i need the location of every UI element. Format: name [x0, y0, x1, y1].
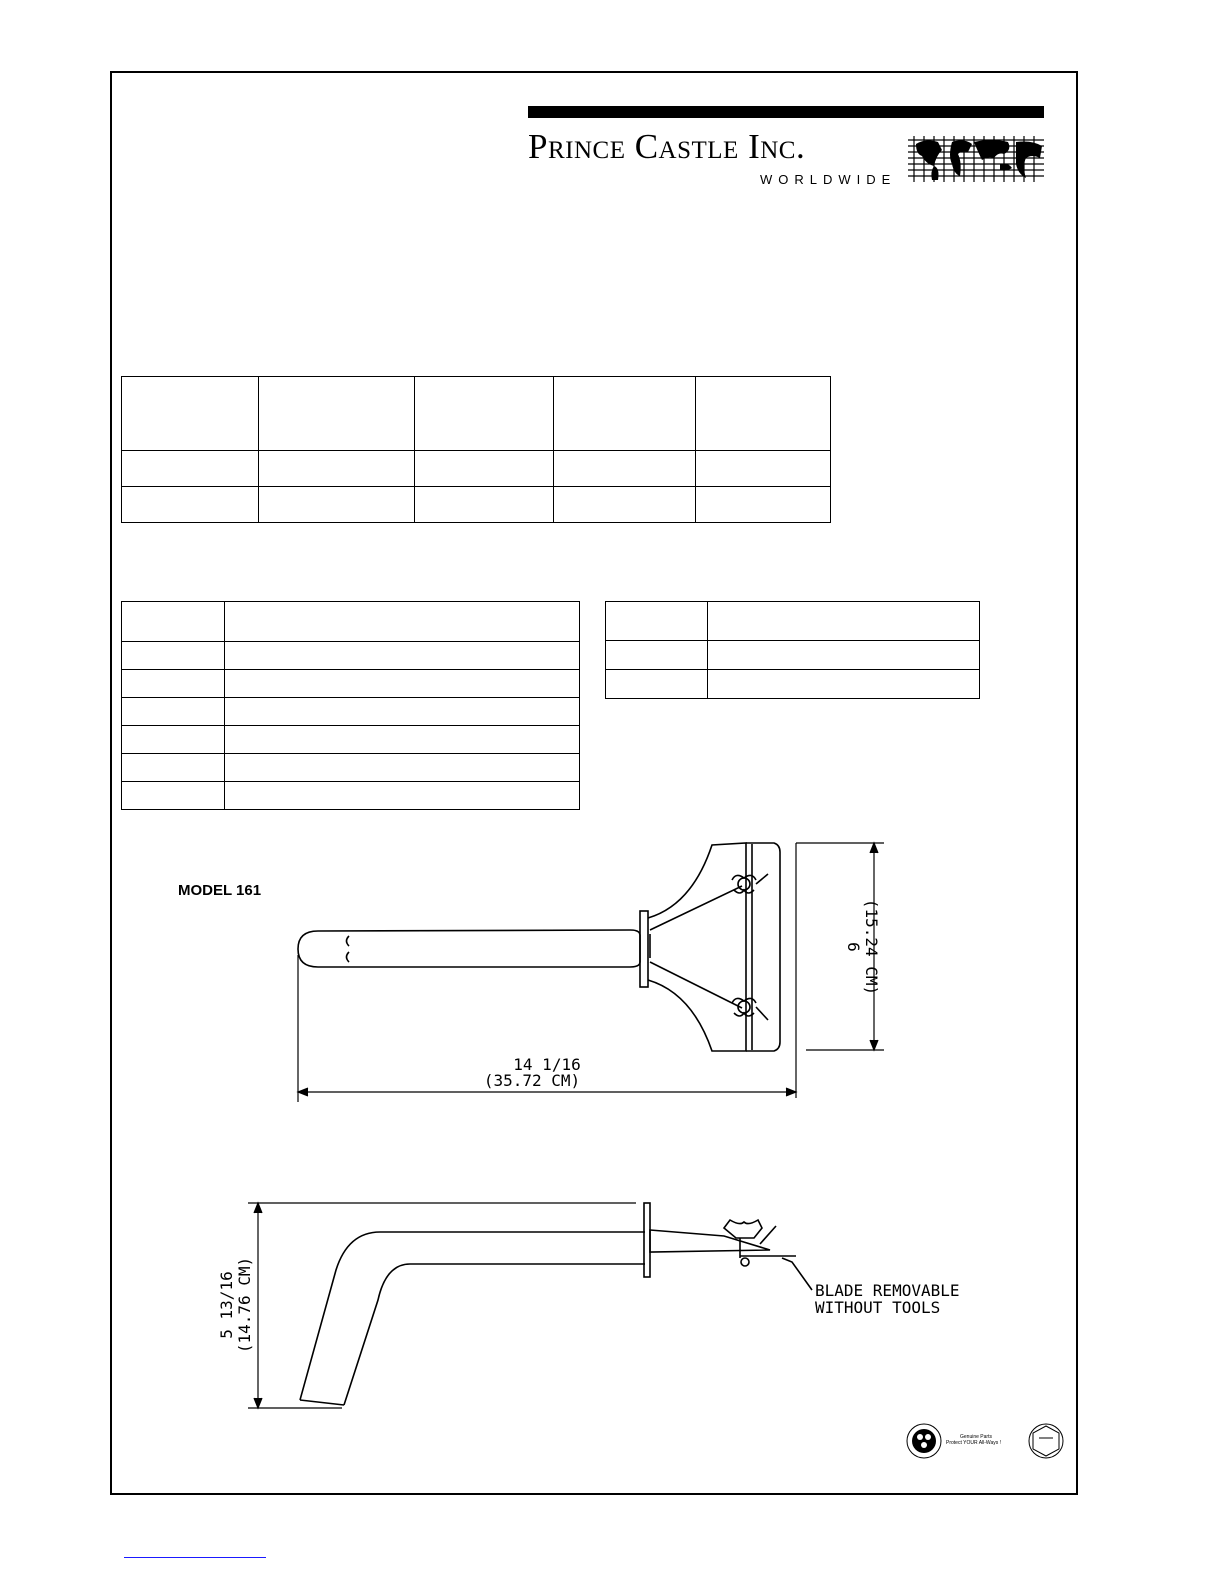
length-dimension-metric: (35.72 CM): [483, 1071, 581, 1090]
footer-link-underline: [124, 1557, 266, 1558]
top-view-drawing: [298, 843, 780, 1051]
model-label: MODEL 161: [178, 882, 262, 899]
brand-tagline: WORLDWIDE: [760, 172, 897, 187]
width-dimension: 6: [844, 942, 863, 952]
badge-line1: Genuine Parts: [960, 1434, 992, 1440]
length-dimension: 14 1/16: [513, 1055, 581, 1074]
badge-text: [946, 1434, 1001, 1446]
certification-seal-icon: [1029, 1424, 1063, 1458]
badge-line2: Protect YOUR All-Ways !: [946, 1440, 1002, 1446]
blade-callout-line1: BLADE REMOVABLE: [815, 1281, 960, 1300]
genuine-parts-seal-icon: [907, 1424, 941, 1458]
height-dimension-metric: (14.76 CM): [235, 1256, 254, 1354]
side-view-drawing: [300, 1203, 812, 1405]
width-dimension-metric: (15.24 CM): [862, 898, 881, 996]
blade-callout-line2: WITHOUT TOOLS: [815, 1298, 941, 1317]
height-dimension: 5 13/16: [217, 1271, 236, 1339]
brand-name: Prince Castle Inc.: [528, 127, 806, 166]
